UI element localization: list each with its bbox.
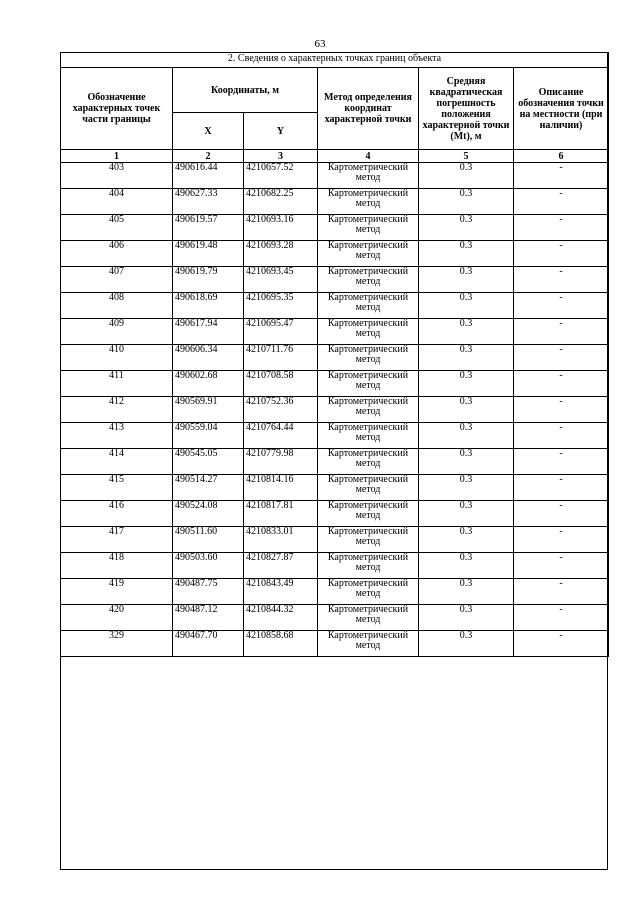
error-cell: 0.3 bbox=[419, 397, 514, 423]
y-coordinate-cell: 4210695.35 bbox=[244, 293, 318, 319]
description-cell: - bbox=[514, 501, 609, 527]
y-coordinate-cell: 4210752.36 bbox=[244, 397, 318, 423]
error-cell: 0.3 bbox=[419, 579, 514, 605]
description-cell: - bbox=[514, 241, 609, 267]
y-coordinate-cell: 4210693.16 bbox=[244, 215, 318, 241]
description-cell: - bbox=[514, 527, 609, 553]
method-cell: Картометрический метод bbox=[318, 527, 419, 553]
table-row bbox=[61, 449, 609, 475]
x-coordinate-cell: 490559.04 bbox=[173, 423, 244, 449]
point-cell: 418 bbox=[61, 553, 173, 579]
column-number: 5 bbox=[419, 150, 514, 163]
x-coordinate-cell: 490524.08 bbox=[173, 501, 244, 527]
y-coordinate-cell: 4210858.68 bbox=[244, 631, 318, 657]
table-row bbox=[61, 267, 609, 293]
description-cell: - bbox=[514, 345, 609, 371]
table-row bbox=[61, 475, 609, 501]
x-coordinate-cell: 490503.60 bbox=[173, 553, 244, 579]
point-cell: 404 bbox=[61, 189, 173, 215]
point-cell: 329 bbox=[61, 631, 173, 657]
x-coordinate-cell: 490606.34 bbox=[173, 345, 244, 371]
description-cell: - bbox=[514, 631, 609, 657]
y-coordinate-cell: 4210693.28 bbox=[244, 241, 318, 267]
error-cell: 0.3 bbox=[419, 189, 514, 215]
description-cell: - bbox=[514, 319, 609, 345]
description-cell: - bbox=[514, 371, 609, 397]
method-cell: Картометрический метод bbox=[318, 501, 419, 527]
y-coordinate-cell: 4210682.25 bbox=[244, 189, 318, 215]
x-coordinate-cell: 490569.91 bbox=[173, 397, 244, 423]
header-designation: Обозначение характерных точек части границы bbox=[61, 68, 173, 150]
error-cell: 0.3 bbox=[419, 501, 514, 527]
page-number: 63 bbox=[314, 38, 326, 50]
x-coordinate-cell: 490487.12 bbox=[173, 605, 244, 631]
table-row bbox=[61, 423, 609, 449]
y-coordinate-cell: 4210844.32 bbox=[244, 605, 318, 631]
y-coordinate-cell: 4210833.01 bbox=[244, 527, 318, 553]
error-cell: 0.3 bbox=[419, 319, 514, 345]
point-cell: 419 bbox=[61, 579, 173, 605]
point-cell: 420 bbox=[61, 605, 173, 631]
error-cell: 0.3 bbox=[419, 267, 514, 293]
description-cell: - bbox=[514, 579, 609, 605]
table-row bbox=[61, 163, 609, 189]
error-cell: 0.3 bbox=[419, 631, 514, 657]
error-cell: 0.3 bbox=[419, 449, 514, 475]
header-coordinates: Координаты, м bbox=[173, 68, 318, 113]
method-cell: Картометрический метод bbox=[318, 579, 419, 605]
header-y: Y bbox=[244, 113, 318, 150]
boundary-points-table bbox=[60, 52, 609, 657]
error-cell: 0.3 bbox=[419, 371, 514, 397]
point-cell: 410 bbox=[61, 345, 173, 371]
y-coordinate-cell: 4210764.44 bbox=[244, 423, 318, 449]
y-coordinate-cell: 4210814.16 bbox=[244, 475, 318, 501]
table-row bbox=[61, 319, 609, 345]
column-number: 6 bbox=[514, 150, 609, 163]
table-row bbox=[61, 293, 609, 319]
table-row bbox=[61, 215, 609, 241]
column-number: 1 bbox=[61, 150, 173, 163]
error-cell: 0.3 bbox=[419, 241, 514, 267]
description-cell: - bbox=[514, 423, 609, 449]
column-number: 3 bbox=[244, 150, 318, 163]
table-row bbox=[61, 345, 609, 371]
point-cell: 409 bbox=[61, 319, 173, 345]
point-cell: 416 bbox=[61, 501, 173, 527]
y-coordinate-cell: 4210711.76 bbox=[244, 345, 318, 371]
method-cell: Картометрический метод bbox=[318, 475, 419, 501]
method-cell: Картометрический метод bbox=[318, 293, 419, 319]
description-cell: - bbox=[514, 449, 609, 475]
error-cell: 0.3 bbox=[419, 215, 514, 241]
error-cell: 0.3 bbox=[419, 527, 514, 553]
y-coordinate-cell: 4210817.81 bbox=[244, 501, 318, 527]
table-row bbox=[61, 631, 609, 657]
method-cell: Картометрический метод bbox=[318, 553, 419, 579]
method-cell: Картометрический метод bbox=[318, 215, 419, 241]
y-coordinate-cell: 4210657.52 bbox=[244, 163, 318, 189]
method-cell: Картометрический метод bbox=[318, 267, 419, 293]
method-cell: Картометрический метод bbox=[318, 345, 419, 371]
method-cell: Картометрический метод bbox=[318, 189, 419, 215]
error-cell: 0.3 bbox=[419, 163, 514, 189]
table-row bbox=[61, 527, 609, 553]
y-coordinate-cell: 4210779.98 bbox=[244, 449, 318, 475]
method-cell: Картометрический метод bbox=[318, 319, 419, 345]
table-row bbox=[61, 397, 609, 423]
y-coordinate-cell: 4210708.58 bbox=[244, 371, 318, 397]
x-coordinate-cell: 490487.75 bbox=[173, 579, 244, 605]
table-row bbox=[61, 189, 609, 215]
x-coordinate-cell: 490619.48 bbox=[173, 241, 244, 267]
table-row bbox=[61, 241, 609, 267]
table-row bbox=[61, 501, 609, 527]
table-row bbox=[61, 371, 609, 397]
header-x: X bbox=[173, 113, 244, 150]
method-cell: Картометрический метод bbox=[318, 241, 419, 267]
x-coordinate-cell: 490514.27 bbox=[173, 475, 244, 501]
point-cell: 403 bbox=[61, 163, 173, 189]
point-cell: 405 bbox=[61, 215, 173, 241]
y-coordinate-cell: 4210827.87 bbox=[244, 553, 318, 579]
description-cell: - bbox=[514, 553, 609, 579]
x-coordinate-cell: 490616.44 bbox=[173, 163, 244, 189]
y-coordinate-cell: 4210843.49 bbox=[244, 579, 318, 605]
point-cell: 412 bbox=[61, 397, 173, 423]
method-cell: Картометрический метод bbox=[318, 631, 419, 657]
x-coordinate-cell: 490467.70 bbox=[173, 631, 244, 657]
table-row bbox=[61, 605, 609, 631]
x-coordinate-cell: 490511.60 bbox=[173, 527, 244, 553]
error-cell: 0.3 bbox=[419, 605, 514, 631]
x-coordinate-cell: 490618.69 bbox=[173, 293, 244, 319]
method-cell: Картометрический метод bbox=[318, 449, 419, 475]
error-cell: 0.3 bbox=[419, 293, 514, 319]
x-coordinate-cell: 490545.05 bbox=[173, 449, 244, 475]
description-cell: - bbox=[514, 189, 609, 215]
description-cell: - bbox=[514, 605, 609, 631]
error-cell: 0.3 bbox=[419, 475, 514, 501]
x-coordinate-cell: 490617.94 bbox=[173, 319, 244, 345]
error-cell: 0.3 bbox=[419, 423, 514, 449]
x-coordinate-cell: 490602.68 bbox=[173, 371, 244, 397]
point-cell: 407 bbox=[61, 267, 173, 293]
description-cell: - bbox=[514, 293, 609, 319]
column-number: 2 bbox=[173, 150, 244, 163]
description-cell: - bbox=[514, 215, 609, 241]
point-cell: 414 bbox=[61, 449, 173, 475]
header-description: Описание обозначения точки на местности (при наличии) bbox=[514, 68, 609, 150]
point-cell: 411 bbox=[61, 371, 173, 397]
method-cell: Картометрический метод bbox=[318, 605, 419, 631]
error-cell: 0.3 bbox=[419, 345, 514, 371]
description-cell: - bbox=[514, 475, 609, 501]
point-cell: 413 bbox=[61, 423, 173, 449]
method-cell: Картометрический метод bbox=[318, 371, 419, 397]
description-cell: - bbox=[514, 267, 609, 293]
y-coordinate-cell: 4210695.47 bbox=[244, 319, 318, 345]
table-row bbox=[61, 553, 609, 579]
error-cell: 0.3 bbox=[419, 553, 514, 579]
x-coordinate-cell: 490619.79 bbox=[173, 267, 244, 293]
method-cell: Картометрический метод bbox=[318, 397, 419, 423]
column-number: 4 bbox=[318, 150, 419, 163]
x-coordinate-cell: 490627.33 bbox=[173, 189, 244, 215]
point-cell: 406 bbox=[61, 241, 173, 267]
x-coordinate-cell: 490619.57 bbox=[173, 215, 244, 241]
description-cell: - bbox=[514, 163, 609, 189]
header-method: Метод определения координат характерной точки bbox=[318, 68, 419, 150]
method-cell: Картометрический метод bbox=[318, 423, 419, 449]
point-cell: 417 bbox=[61, 527, 173, 553]
method-cell: Картометрический метод bbox=[318, 163, 419, 189]
point-cell: 415 bbox=[61, 475, 173, 501]
header-error: Средняя квадратическая погрешность положения характерной точки (Mt), м bbox=[419, 68, 514, 150]
description-cell: - bbox=[514, 397, 609, 423]
table-caption: 2. Сведения о характерных точках границ объекта bbox=[61, 53, 609, 68]
table-row bbox=[61, 579, 609, 605]
y-coordinate-cell: 4210693.45 bbox=[244, 267, 318, 293]
point-cell: 408 bbox=[61, 293, 173, 319]
